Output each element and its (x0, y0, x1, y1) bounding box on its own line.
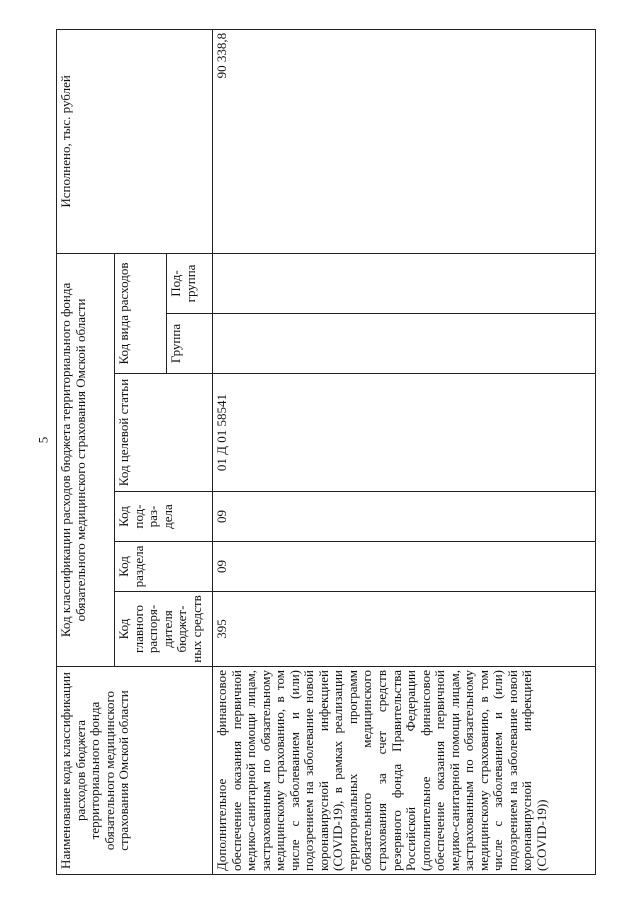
row-name: Дополнительное финансовое обеспечение оказания первичной медико-санитарной помощи лицам, застрахованным по обязательному медицинскому страхованию, в том числе с заболеванием и (или) подозрением на заболевание новой коронавирусной инфекцией (COVID-19), в рамках реализации территориальных программ обязательного медицинского страхования за счет средств резервного фонда Правительства Российской Федерации (дополнительное финансовое обеспечение оказания первичной медико-санитарной помощи лицам, застрахованным по обязательному медицинскому страхованию, в том числе с заболеванием и (или) подозрением на заболевание новой коронавирусной инфекцией (COVID-19)) (213, 667, 596, 875)
row-section: 09 (213, 542, 596, 592)
row-group (213, 314, 596, 374)
row-subgroup (213, 253, 596, 313)
header-section: Код раздела (115, 542, 213, 592)
header-subsection: Код под-раз-дела (115, 492, 213, 542)
row-target-item: 01 Д 01 58541 (213, 374, 596, 492)
row-executed: 90 338,8 (213, 29, 596, 253)
header-group: Группа (167, 314, 213, 374)
header-expense-type: Код вида расходов (115, 253, 167, 373)
header-target-item: Код целевой статьи (115, 374, 213, 492)
table-row (213, 29, 596, 874)
header-classification-group: Код классификации расходов бюджета территориального фонда обязательного медицинского страхования Омской области (57, 253, 115, 666)
row-grbs: 395 (213, 592, 596, 667)
header-name: Наименование кода классификации расходов бюджета территориального фонда обязательного медицинского страхования Омской области (57, 667, 213, 875)
budget-classification-table (56, 29, 596, 875)
rotated-document (56, 30, 596, 875)
page-number: 5 (35, 436, 51, 444)
header-grbs: Код главного распоря-дителя бюджет-ных средств (115, 592, 213, 667)
row-subsection: 09 (213, 492, 596, 542)
header-subgroup: Под-группа (167, 253, 213, 313)
header-executed: Исполнено, тыс. рублей (57, 29, 213, 253)
